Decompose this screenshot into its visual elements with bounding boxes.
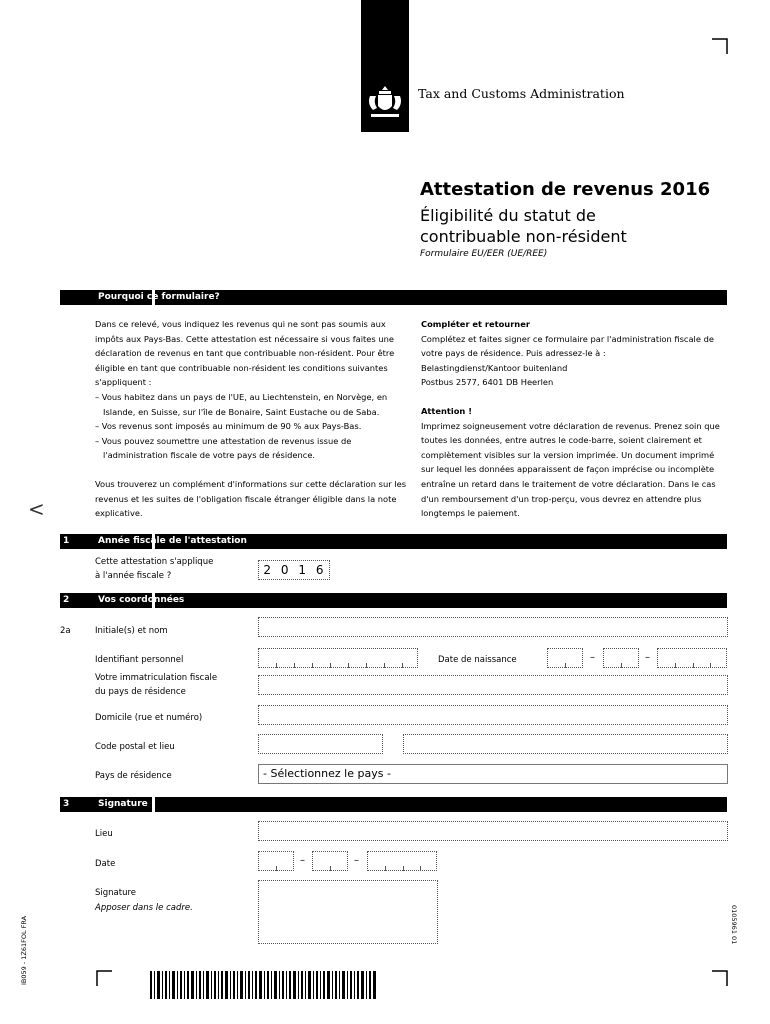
birth-date-label: Date de naissance — [438, 655, 517, 665]
initials-name-label: Initiale(s) et nom — [95, 626, 168, 636]
intro-heading: Pourquoi ce formulaire? — [98, 292, 220, 302]
return-text: Complétez et faites signer ce formulaire par l'administration fiscale de votre pays de résidence. Puis adressez-le à : — [421, 333, 714, 359]
date-separator: – — [645, 652, 650, 663]
section1-band — [60, 534, 727, 549]
tax-registration-label-2: du pays de résidence — [95, 687, 186, 697]
crest-icon — [362, 82, 408, 122]
year-digit: 0 — [280, 563, 290, 577]
date-separator: – — [300, 855, 305, 866]
birth-year-input[interactable] — [657, 648, 727, 668]
tax-registration-label-1: Votre immatriculation fiscale — [95, 673, 218, 683]
year-digit: 6 — [315, 563, 325, 577]
personal-id-input[interactable] — [258, 648, 418, 668]
form-type: Formulaire EU/EER (UE/REE) — [420, 249, 548, 259]
tax-registration-input[interactable] — [258, 675, 728, 695]
barcode — [150, 971, 376, 999]
section2-band — [60, 593, 727, 608]
country-select[interactable]: - Sélectionnez le pays - — [258, 764, 728, 784]
intro-bullet-3: – Vous pouvez soumettre une attestation de revenus issue de l'administration fiscale de votre pays de résidence. — [95, 435, 352, 461]
city-input[interactable] — [403, 734, 728, 754]
prev-page-arrow[interactable]: < — [28, 497, 45, 521]
postal-code-input[interactable] — [258, 734, 383, 754]
attention-heading: Attention ! — [421, 405, 472, 416]
section1-heading: Année fiscale de l'attestation — [98, 536, 247, 546]
postal-city-label: Code postal et lieu — [95, 742, 175, 752]
date-separator: – — [354, 855, 359, 866]
intro-bullet-1: – Vous habitez dans un pays de l'UE, au Liechtenstein, en Norvège, en Islande, en Suisse, sur l'île de Bonaire, Saint Eustache ou de Saba. — [95, 391, 388, 417]
sign-day-input[interactable] — [258, 851, 294, 871]
signature-hint: Apposer dans le cadre. — [95, 903, 193, 913]
tax-year-question-1: Cette attestation s'applique — [95, 557, 214, 567]
intro-band — [60, 290, 727, 305]
signature-box[interactable] — [258, 880, 438, 944]
corner-mark-top-right — [712, 38, 728, 54]
country-label: Pays de résidence — [95, 771, 172, 781]
corner-mark-bottom-right — [712, 970, 728, 986]
address-line-1: Belastingdienst/Kantoor buitenland — [421, 362, 568, 373]
sign-month-input[interactable] — [312, 851, 348, 871]
address-label: Domicile (rue et numéro) — [95, 713, 203, 723]
signature-label: Signature — [95, 888, 137, 898]
year-digit: 2 — [263, 563, 273, 577]
form-code-left: IB059 - 1Z61FOL FRA — [20, 915, 28, 985]
form-code-right: 0105961 01 — [730, 905, 738, 945]
intro-more-info: Vous trouverez un complément d'informations sur cette déclaration sur les revenus et les suites de l'obligation fiscale étranger éligible dans la note explicative. — [95, 478, 407, 519]
initials-name-input[interactable] — [258, 617, 728, 637]
tax-year-question-2: à l'année fiscale ? — [95, 571, 172, 581]
personal-id-label: Identifiant personnel — [95, 655, 184, 665]
tax-year-field[interactable] — [258, 560, 330, 580]
section2-number: 2 — [63, 595, 70, 605]
corner-mark-bottom-left — [96, 970, 112, 986]
intro-bullet-2: – Vos revenus sont imposés au minimum de 90 % aux Pays-Bas. — [95, 421, 362, 432]
organization-name: Tax and Customs Administration — [418, 86, 625, 101]
intro-right-text — [421, 317, 726, 521]
attention-text: Imprimez soigneusement votre déclaration de revenus. Prenez soin que toutes les données, entre autres le code-barre, soient clairement et complètement visibles sur la version imprimée. Un document imprimé sur lequel les données apparaissent de façon imprécise ou incomplète entraîne un retard dans le traitement de votre déclaration. Dans le cas d'un remboursement d'un trop-perçu, vous devrez en attendre plus longtemps le paiement. — [421, 420, 720, 519]
year-digit: 1 — [298, 563, 308, 577]
section2-heading: Vos coordonnées — [98, 595, 185, 605]
intro-paragraph: Dans ce relevé, vous indiquez les revenus qui ne sont pas soumis aux impôts aux Pays-Bas. Cette attestation est nécessaire si vous faites une déclaration de revenus en tant que contribuable non-résident. Pour être éligible en tant que contribuable non-résident les conditions suivantes s'appliquent : — [95, 319, 395, 388]
form-title: Attestation de revenus 2016 — [420, 179, 711, 200]
section3-heading: Signature — [98, 799, 148, 809]
section3-number: 3 — [63, 799, 70, 809]
subsection-2a: 2a — [60, 626, 71, 636]
intro-left-text — [95, 317, 407, 521]
place-label: Lieu — [95, 829, 113, 839]
return-heading: Compléter et retourner — [421, 319, 530, 329]
address-input[interactable] — [258, 705, 728, 725]
address-line-2: Postbus 2577, 6401 DB Heerlen — [421, 377, 554, 388]
birth-day-input[interactable] — [547, 648, 583, 668]
birth-month-input[interactable] — [603, 648, 639, 668]
sign-year-input[interactable] — [367, 851, 437, 871]
place-input[interactable] — [258, 821, 728, 841]
date-label: Date — [95, 859, 116, 869]
section3-band — [60, 797, 727, 812]
date-separator: – — [590, 652, 595, 663]
section1-number: 1 — [63, 536, 70, 546]
form-subtitle: Éligibilité du statut de contribuable non-résident — [420, 206, 627, 246]
